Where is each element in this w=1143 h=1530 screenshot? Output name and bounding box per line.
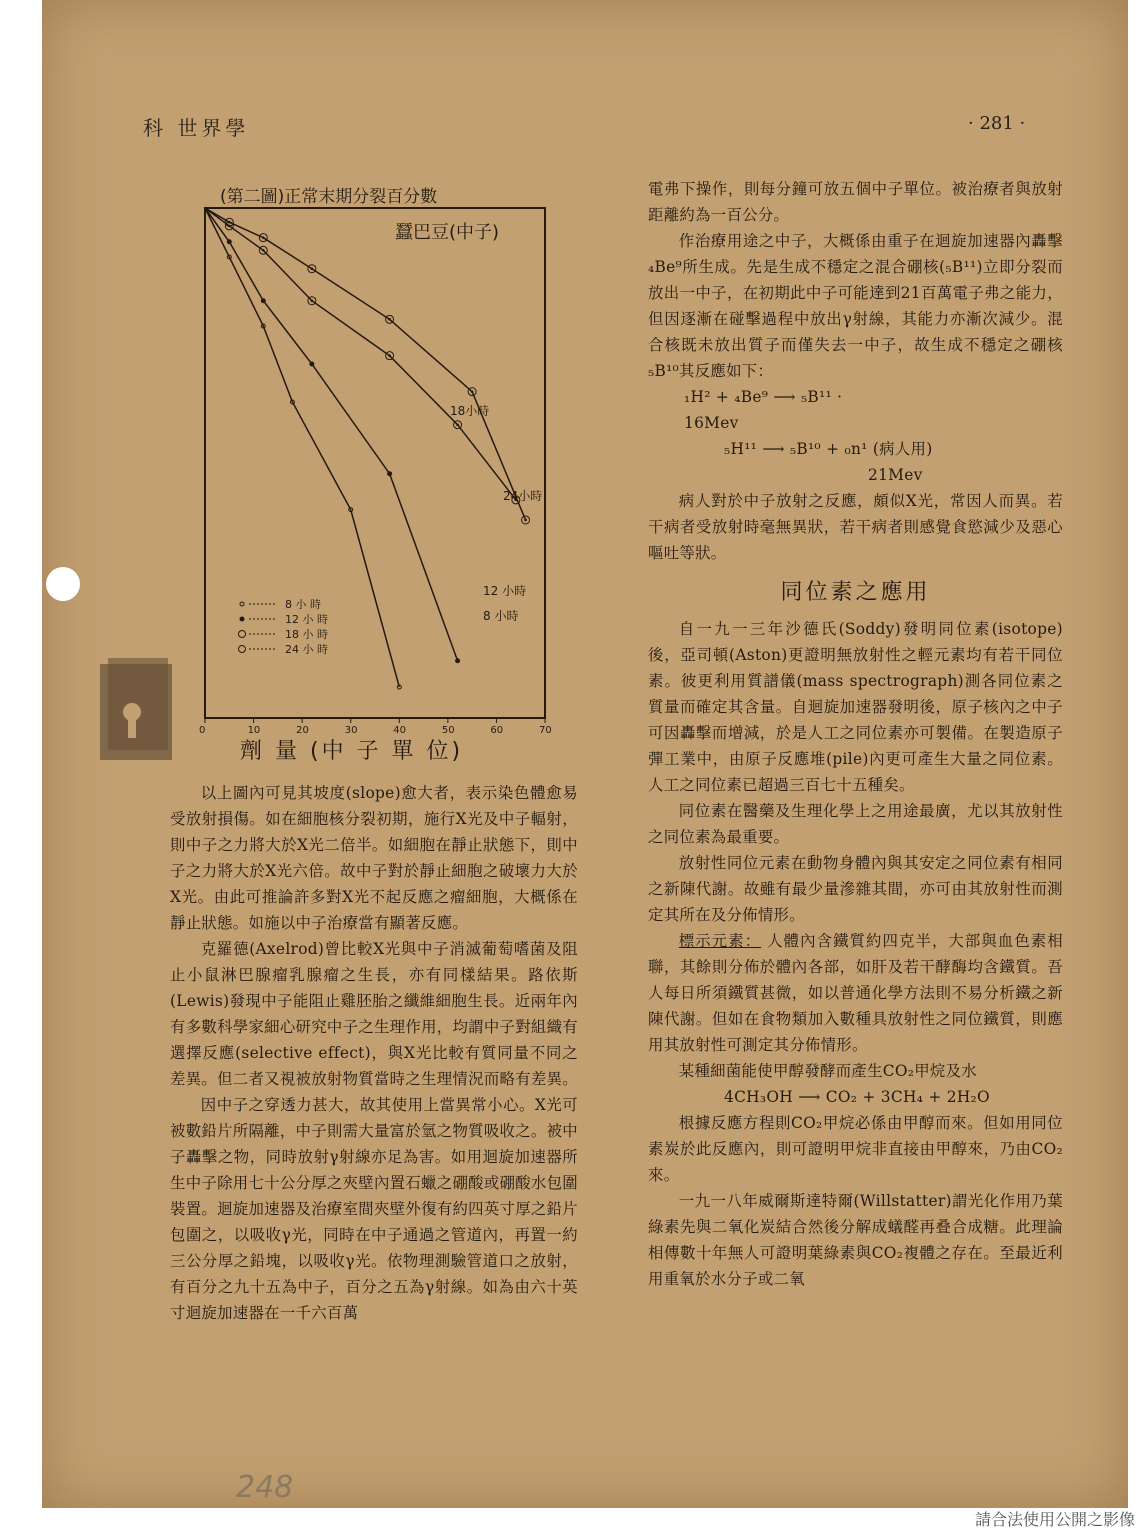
paragraph: 放射性同位元素在動物身體內與其安定之同位素有相同之新陳代謝。故雖有最少量滲雜其間，亦可由其放射性而測定其所在及分佈情形。 (648, 854, 1063, 924)
series-line (205, 208, 458, 661)
paragraph: 一九一八年威爾斯達特爾(Willstatter)謂光化作用乃葉綠素先與二氧化炭結合然後分解成蟻醛再叠合成糖。此理論相傳數十年無人可證明葉綠素與CO₂複體之存在。至最近利用重氧於水分子或二氧 (648, 1192, 1063, 1288)
right-column (648, 176, 1063, 1292)
legend-marker (239, 631, 246, 638)
legend-marker (240, 617, 244, 621)
data-point (309, 361, 314, 366)
paragraph: 克羅德(Axelrod)曾比較X光與中子消滅葡萄嗜菌及阻止小鼠淋巴腺瘤乳腺瘤之生長，亦有同樣結果。路依斯(Lewis)發現中子能阻止雞胚胎之纖維細胞生長。近兩年內有多數科學家細心研究中子之生理作用，均謂中子對組織有選擇反應(selective effect)，與X光比較有質同量不同之差異。但二者又視被放射物質當時之生理情況而略有差異。 (170, 940, 578, 1088)
x-tick-label: 0 (199, 725, 206, 736)
legend-label: 8 小 時 (285, 598, 321, 611)
equation: ₅H¹¹ ⟶ ₅B¹⁰ + ₀n¹ (病人用) (724, 440, 933, 458)
subheading: 標示元素： (678, 932, 762, 950)
paragraph: 人體內含鐵質約四克半，大部與血色素相聯，其餘則分佈於體內各部，如肝及若干酵酶均含鐵質。吾人每日所須鐵質甚微，如以普通化學方法則不易分析鐵之新陳代謝。但如在食物類加入數種具放射性之同位鐵質，則應用其放射性可測定其分佈情形。 (648, 932, 1063, 1054)
equation: ₁H² + ₄Be⁹ ⟶ ₅B¹¹ · (684, 388, 843, 406)
paragraph: 某種細菌能使甲醇發酵而產生CO₂甲烷及水 (678, 1062, 978, 1080)
running-head-title: 科 世界學 (143, 116, 250, 140)
data-point (227, 239, 232, 244)
punch-hole (46, 567, 80, 601)
page-number: · 281 · (968, 113, 1026, 134)
x-tick-label: 20 (296, 725, 309, 736)
data-point-center (524, 519, 527, 522)
plot-frame (205, 208, 545, 718)
paragraph: 以上圖內可見其坡度(slope)愈大者，表示染色體愈易受放射損傷。如在細胞核分裂初期，施行X光及中子輻射，則中子之力將大於X光二倍半。如細胞在靜止狀態下，則中子之力將大於X光六倍。故中子對於靜止細胞之破壞力大於X光。由此可推論許多對X光不起反應之瘤細胞，大概係在靜止狀態。如施以中子治療當有顯著反應。 (170, 784, 578, 932)
series-line (205, 208, 526, 520)
watermark: 請合法使用公開之影像 (974, 1510, 1135, 1529)
legend-label: 24 小 時 (285, 643, 328, 656)
paragraph: 因中子之穿透力甚大，故其使用上當異常小心。X光可被數鉛片所隔離，中子則需大量富於氫之物質吸收之。被中子轟擊之物，同時放射γ射線亦足為害。如用迴旋加速器所生中子除用七十公分厚之夾壁內置石蠟之硼酸或硼酸水包圍裝置。迴旋加速器及治療室間夾壁外復有約四英寸厚之鉛片包圍之，以吸收γ光，同時在中子通過之管道內，再置一約三公分厚之鉛塊，以吸收γ光。依物理測驗管道口之放射，有百分之九十五為中子，百分之五為γ射線。如為由六十英寸迴旋加速器在一千六百萬 (170, 1096, 578, 1322)
paragraph: 同位素在醫藥及生理化學上之用途最廣，尤以其放射性之同位素為最重要。 (648, 802, 1063, 846)
data-point (261, 298, 266, 303)
library-stamp-logo (94, 654, 184, 764)
data-point-center (262, 249, 265, 252)
data-point-center (471, 390, 474, 393)
legend-label: 18 小 時 (285, 628, 328, 641)
paragraph: 病人對於中子放射之反應，頗似X光，常因人而異。若干病者受放射時毫無異狀，若干病者則感覺食慾減少及惡心嘔吐等狀。 (648, 492, 1063, 562)
equation-energy: 21Mev (868, 466, 923, 484)
curve-label: 24小時 (503, 489, 543, 503)
chart-title: (第二圖)正常末期分裂百分數 (220, 187, 438, 207)
x-tick-label: 30 (344, 725, 358, 736)
x-tick-label: 40 (393, 725, 407, 736)
x-tick-label: 60 (490, 725, 504, 736)
paragraph: 根據反應方程則CO₂甲烷必係由甲醇而來。但如用同位素炭於此反應內，則可證明甲烷非直接由甲醇來，乃由CO₂來。 (648, 1114, 1063, 1184)
x-tick-label: 70 (539, 725, 552, 736)
data-point-center (228, 221, 231, 224)
data-point-center (311, 267, 314, 270)
curve-label: 8 小時 (483, 609, 519, 623)
chart-figure (185, 180, 565, 765)
equation: 4CH₃OH ⟶ CO₂ + 3CH₄ + 2H₂O (724, 1088, 990, 1106)
x-tick-label: 50 (441, 725, 455, 736)
paragraph: 作治療用途之中子，大概係由重子在迴旋加速器內轟擊₄Be⁹所生成。先是生成不穩定之混合硼核(₅B¹¹)立即分裂而放出一中子，在初期此中子可能達到21百萬電子弗之能力，但因逐漸在碰擊過程中放出γ射線，其能力亦漸次減少。混合核既未放出質子而僅失去一中子，故生成不穩定之硼核₅B¹⁰其反應如下： (648, 232, 1063, 380)
pencil-annotation: 248 (236, 1470, 294, 1505)
data-point-center (311, 299, 314, 302)
data-point-center (456, 423, 459, 426)
data-point (455, 658, 460, 663)
data-point-center (262, 236, 265, 239)
x-tick-label: 10 (247, 725, 261, 736)
x-axis-label: 劑 量 (中 子 單 位) (240, 739, 464, 764)
legend-marker (239, 646, 246, 653)
curve-label: 12 小時 (483, 584, 527, 598)
series-line (205, 208, 516, 500)
paragraph: 電弗下操作，則每分鐘可放五個中子單位。被治療者與放射距離約為一百公分。 (648, 180, 1063, 224)
data-point-center (388, 318, 391, 321)
section-heading: 同位素之應用 (780, 580, 931, 605)
paragraph: 自一九一三年沙德氏(Soddy)發明同位素(isotope)後，亞司頓(Aston)更證明無放射性之輕元素均有若干同位素。彼更利用質譜儀(mass spectrograph)測各同位素之質量而確定其含量。自迴旋加速器發明後，原子核內之中子可因轟擊而增減，於是人工之同位素亦可製備。在製造原子彈工業中，由原子反應堆(pile)內更可產生大量之同位素。人工之同位素已超過三百七十五種矣。 (648, 620, 1063, 794)
legend-marker (240, 602, 244, 606)
curve-label: 18小時 (450, 404, 490, 418)
data-point (387, 471, 392, 476)
data-point-center (388, 354, 391, 357)
legend-label: 12 小 時 (285, 613, 328, 626)
chart-subtitle: 蠶巴豆(中子) (395, 222, 500, 243)
left-column (170, 780, 578, 1326)
equation-energy: 16Mev (684, 414, 739, 432)
